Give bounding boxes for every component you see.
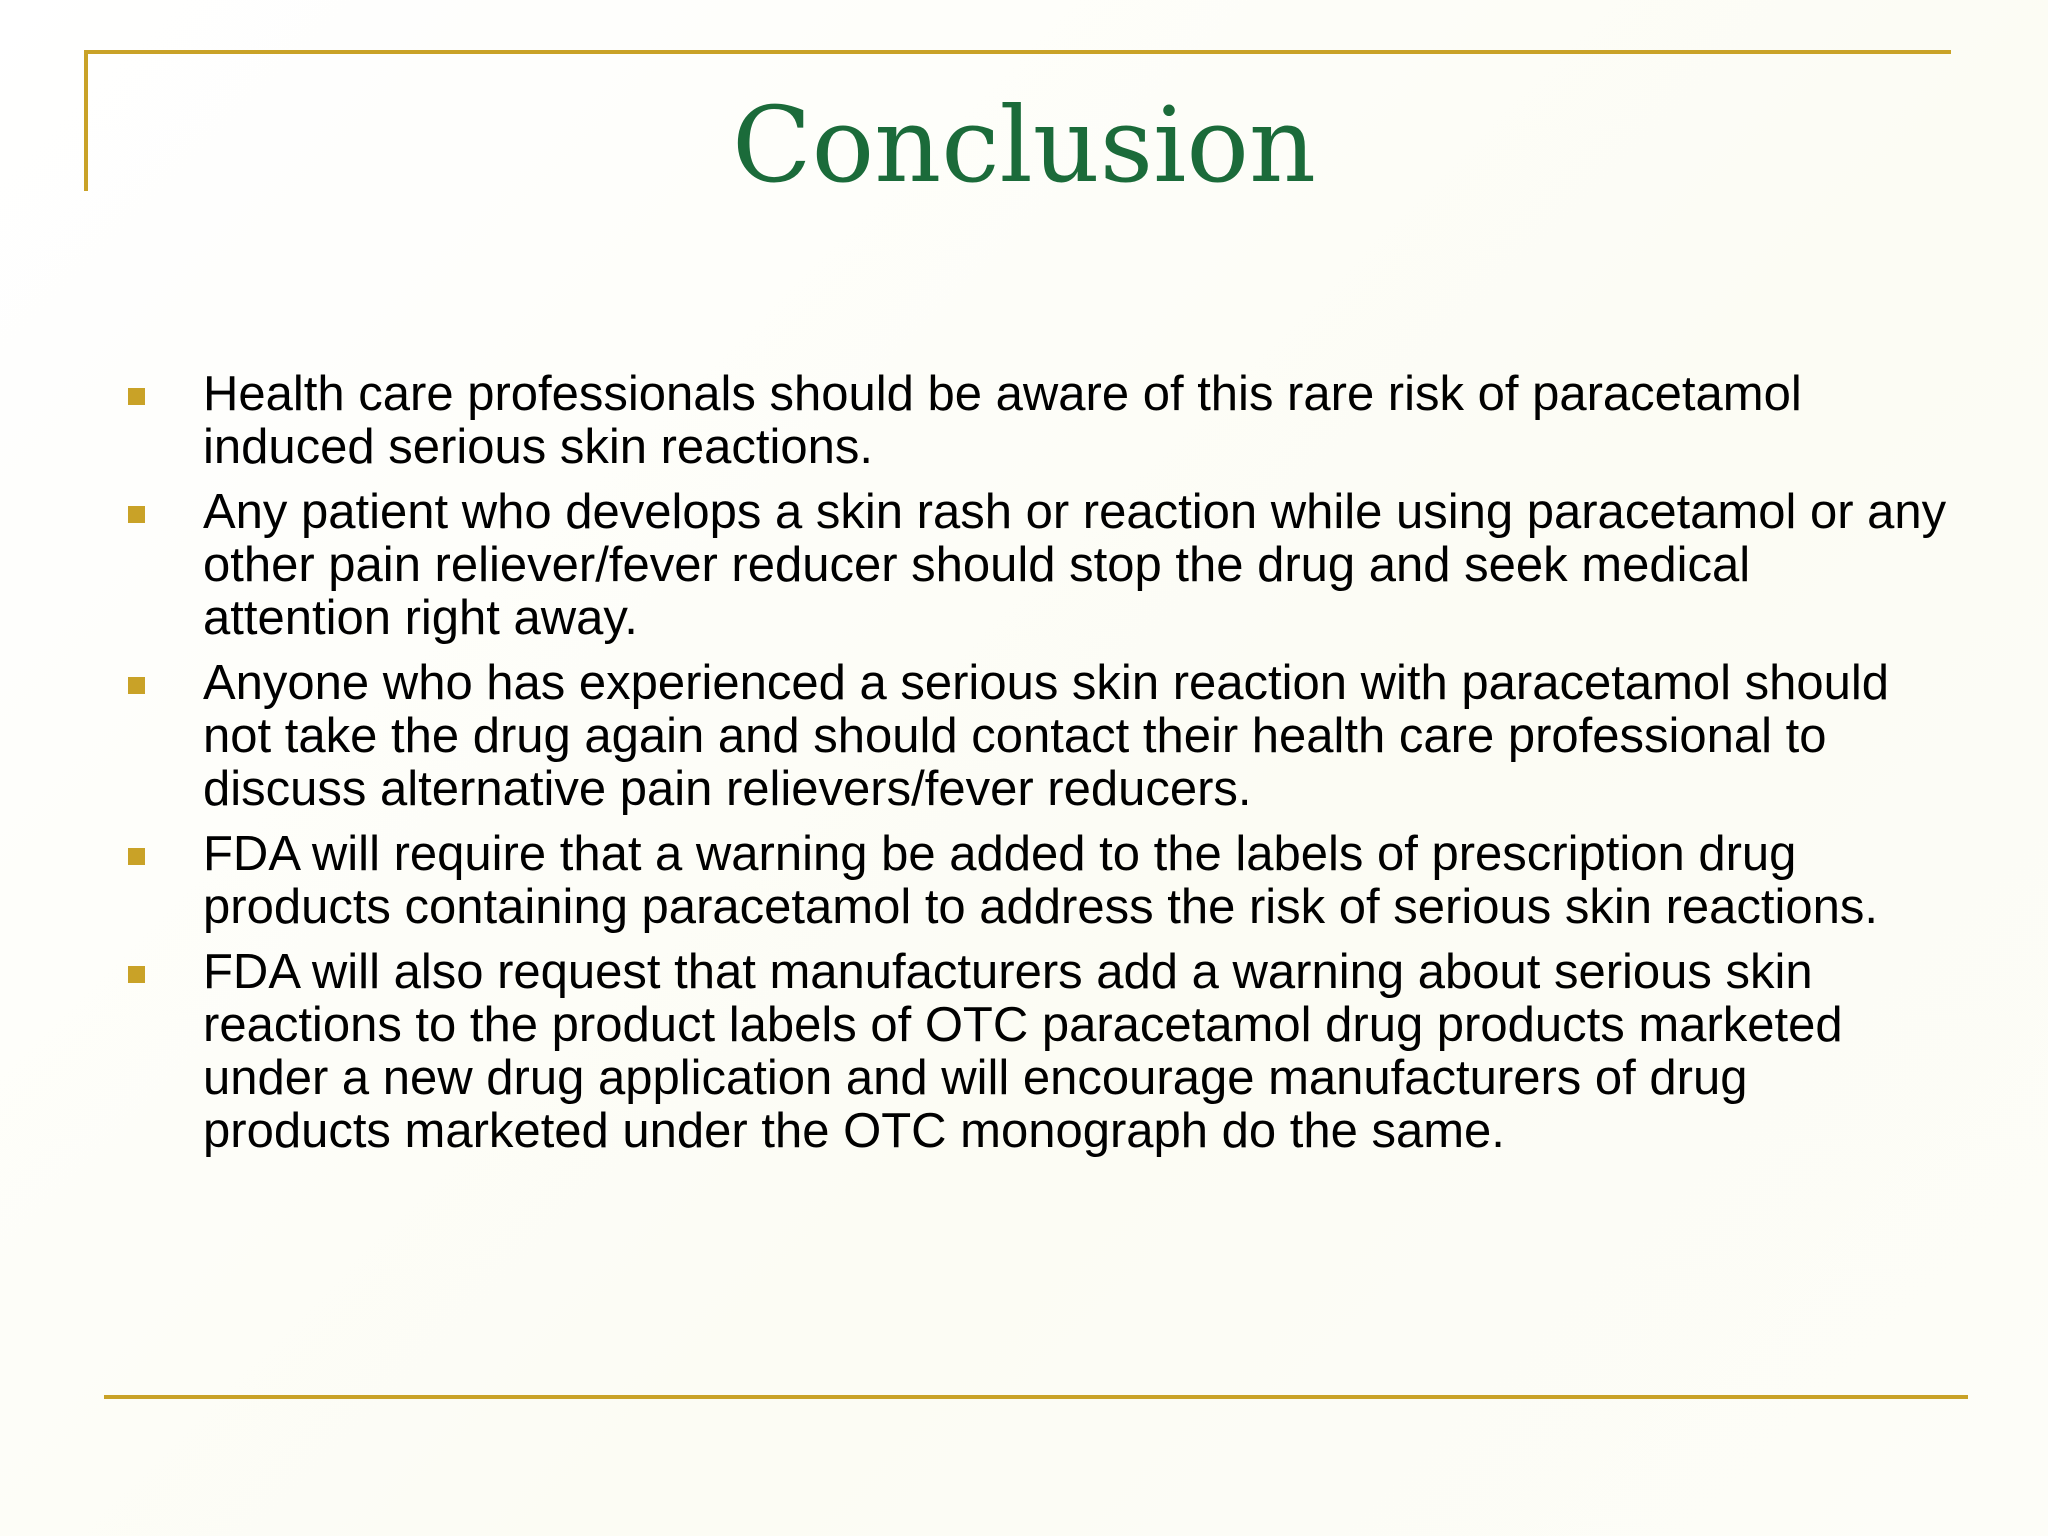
bullet-item (128, 486, 1948, 645)
bullet-list (128, 368, 1948, 1170)
bullet-text: Anyone who has experienced a serious skin reaction with paracetamol should not take the drug again and should contact their health care professional to discuss alternative pain relievers/fever reducers. (203, 656, 1890, 816)
square-bullet-icon (128, 848, 145, 865)
square-bullet-icon (128, 388, 145, 405)
bottom-accent-line (104, 1395, 1968, 1399)
bullet-item (128, 368, 1948, 474)
bullet-text: Health care professionals should be aware of this rare risk of paracetamol induced serious skin reactions. (203, 367, 1802, 474)
bullet-item (128, 828, 1948, 934)
bullet-item (128, 657, 1948, 816)
square-bullet-icon (128, 677, 145, 694)
bullet-text: FDA will require that a warning be added to the labels of prescription drug products containing paracetamol to address the risk of serious skin reactions. (203, 827, 1879, 934)
bullet-text: Any patient who develops a skin rash or reaction while using paracetamol or any other pain reliever/fever reducer should stop the drug and seek medical attention right away. (203, 485, 1947, 645)
square-bullet-icon (128, 966, 145, 983)
bullet-text: FDA will also request that manufacturers add a warning about serious skin reactions to the product labels of OTC paracetamol drug products marketed under a new drug application and will encourage manufacturers of drug products marketed under the OTC monograph do the same. (203, 945, 1843, 1158)
top-accent-line (84, 50, 1951, 54)
slide-title: Conclusion (732, 84, 1316, 206)
square-bullet-icon (128, 506, 145, 523)
bullet-item (128, 946, 1948, 1158)
